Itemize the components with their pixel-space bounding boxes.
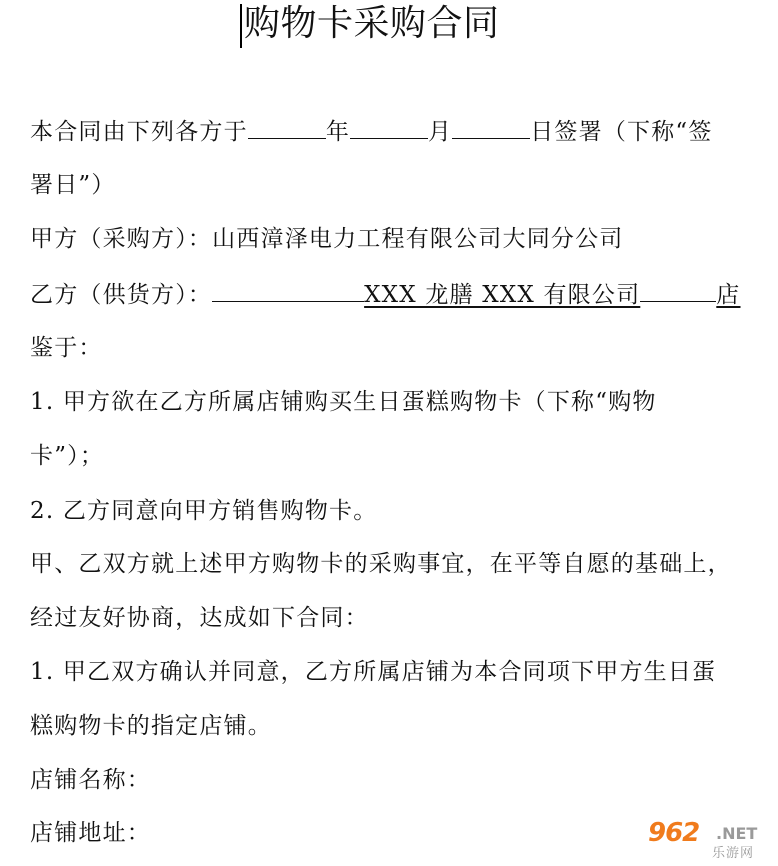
month-blank[interactable] — [350, 116, 428, 139]
clause-1-line-2: 糕购物卡的指定店铺。 — [30, 713, 272, 739]
preamble-line-1 — [30, 116, 713, 147]
item-2: 2. 乙方同意向甲方销售购物卡。 — [30, 498, 378, 524]
clause-1-line-1: 1. 甲乙双方确认并同意，乙方所属店铺为本合同项下甲方生日蛋 — [30, 659, 717, 685]
day-blank[interactable] — [452, 116, 530, 139]
site-watermark-logo — [642, 818, 774, 862]
party-b-company: XXX 龙膳 XXX 有限公司 — [364, 282, 641, 308]
item-1-line-1: 1. 甲方欲在乙方所属店铺购买生日蛋糕购物卡（下称“购物 — [30, 389, 657, 415]
paragraph-line-2: 经过友好协商，达成如下合同： — [30, 605, 369, 631]
store-address-label: 店铺地址： — [30, 820, 151, 846]
party-b-suffix: 店 — [716, 282, 741, 308]
watermark-number: 962 — [648, 818, 700, 848]
year-label: 年 — [325, 119, 351, 145]
month-label: 月 — [428, 119, 453, 145]
item-1-line-2: 卡”）； — [30, 443, 105, 469]
party-b — [30, 279, 741, 310]
store-name-label: 店铺名称： — [30, 767, 151, 793]
preamble-text-2: 日签署（下称“签 — [530, 119, 713, 145]
preamble-text-1: 本合同由下列各方于 — [30, 119, 248, 145]
party-b-blank-1[interactable] — [212, 279, 364, 302]
year-blank[interactable] — [248, 116, 326, 139]
document-title: 购物卡采购合同 — [244, 3, 500, 44]
party-a: 甲方（采购方）：山西漳泽电力工程有限公司大同分公司 — [30, 226, 624, 252]
whereas-heading: 鉴于： — [30, 335, 103, 361]
party-b-label: 乙方（供货方）： — [30, 282, 213, 308]
party-b-blank-2[interactable] — [640, 279, 716, 302]
watermark-domain: .NET — [716, 824, 758, 843]
watermark-site-name: 乐游网 — [712, 846, 755, 861]
text-cursor — [240, 4, 242, 48]
preamble-line-2: 署日”） — [30, 172, 116, 198]
paragraph-line-1: 甲、乙双方就上述甲方购物卡的采购事宜，在平等自愿的基础上， — [30, 551, 732, 577]
